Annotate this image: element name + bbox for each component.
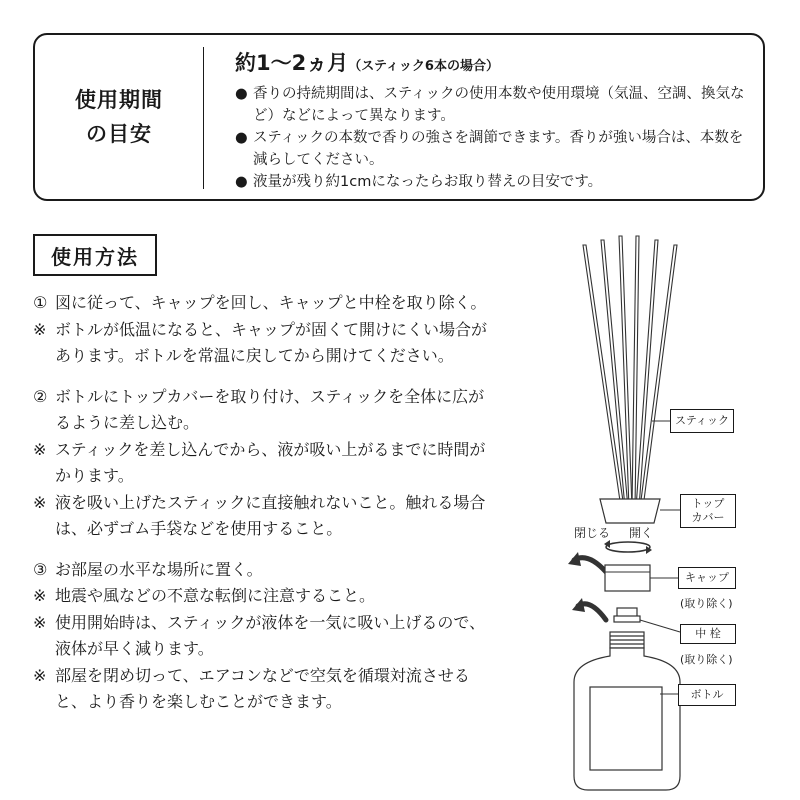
bullet-dot-icon: ● bbox=[235, 174, 248, 190]
instruction-text: 部屋を閉め切って、エアコンなどで空気を循環対流させると、より香りを楽しむことができます。 bbox=[55, 665, 470, 711]
bottle-callout: ボトル bbox=[678, 684, 736, 706]
instruction-text: 地震や風などの不意な転倒に注意すること。 bbox=[55, 586, 376, 605]
instruction-mark: ※ bbox=[33, 586, 47, 605]
rotate-arrow-left-icon bbox=[604, 540, 610, 548]
usage-period-label-line2: の目安 bbox=[86, 122, 152, 146]
instruction-text: 図に従って、キャップを回し、キャップと中栓を取り除く。 bbox=[55, 293, 487, 312]
rotate-arrow-right-icon bbox=[646, 546, 652, 554]
instruction-text: スティックを差し込んでから、液が吸い上がるまでに時間がかります。 bbox=[55, 439, 486, 485]
stopper-callout: 中 栓 bbox=[680, 624, 736, 644]
instruction-mark: ※ bbox=[33, 665, 47, 685]
instruction-text: お部屋の水平な場所に置く。 bbox=[55, 559, 263, 579]
instruction-text: ボトルにトップカバーを取り付け、スティックを全体に広がるように差し込む。 bbox=[55, 386, 485, 432]
open-label: 開く bbox=[629, 526, 654, 540]
instruction-mark: ※ bbox=[33, 612, 47, 632]
stick-callout: スティック bbox=[670, 409, 734, 433]
stopper-note: (取り除く) bbox=[680, 653, 733, 666]
rotate-arrows-icon bbox=[606, 542, 650, 552]
bullet-dot-icon: ● bbox=[235, 130, 248, 146]
instruction-mark: ② bbox=[33, 386, 48, 406]
instruction-mark: ※ bbox=[33, 319, 47, 339]
period-bullet-text: 液量が残り約1cmになったらお取り替えの目安です。 bbox=[253, 174, 603, 190]
period-bullet-text: 香りの持続期間は、スティックの使用本数や使用環境（気温、空調、換気など）などによって異なります。 bbox=[253, 86, 745, 124]
instruction-mark: ③ bbox=[33, 559, 48, 579]
close-label: 閉じる bbox=[574, 526, 611, 540]
stick bbox=[632, 236, 639, 508]
bottle-shape bbox=[574, 632, 680, 790]
cap-callout: キャップ bbox=[678, 567, 736, 589]
top-cover-shape bbox=[600, 499, 660, 523]
usage-period-duration: 約1〜2ヵ月 bbox=[235, 51, 349, 75]
top-cover-label-line2: カバー bbox=[691, 511, 725, 524]
usage-period-label-line1: 使用期間 bbox=[75, 88, 163, 112]
instruction-text: 使用開始時は、スティックが液体を一気に吸い上げるので、液体が早く減ります。 bbox=[55, 612, 486, 658]
instruction-mark: ※ bbox=[33, 492, 47, 512]
top-cover-callout bbox=[680, 494, 736, 528]
diffuser-sticks bbox=[583, 236, 677, 508]
stick bbox=[583, 245, 624, 508]
top-cover-label-line1: トップ bbox=[691, 497, 725, 510]
usage-period-headline-note: （スティック6本の場合） bbox=[348, 59, 499, 74]
usage-method-title: 使用方法 bbox=[33, 234, 157, 276]
instruction-mark: ※ bbox=[33, 439, 47, 459]
bullet-dot-icon: ● bbox=[235, 86, 248, 102]
cap-shape bbox=[605, 565, 650, 591]
cap-note: (取り除く) bbox=[680, 597, 733, 610]
period-bullet-text: スティックの本数で香りの強さを調節できます。香りが強い場合は、本数を減らしてください。 bbox=[253, 130, 744, 168]
instruction-mark: ① bbox=[33, 293, 48, 312]
instruction-text: ボトルが低温になると、キャップが固くて開けにくい場合があります。ボトルを常温に戻してから開けてください。 bbox=[55, 319, 488, 365]
instruction-text: 液を吸い上げたスティックに直接触れないこと。触れる場合は、必ずゴム手袋などを使用すること。 bbox=[55, 492, 486, 538]
